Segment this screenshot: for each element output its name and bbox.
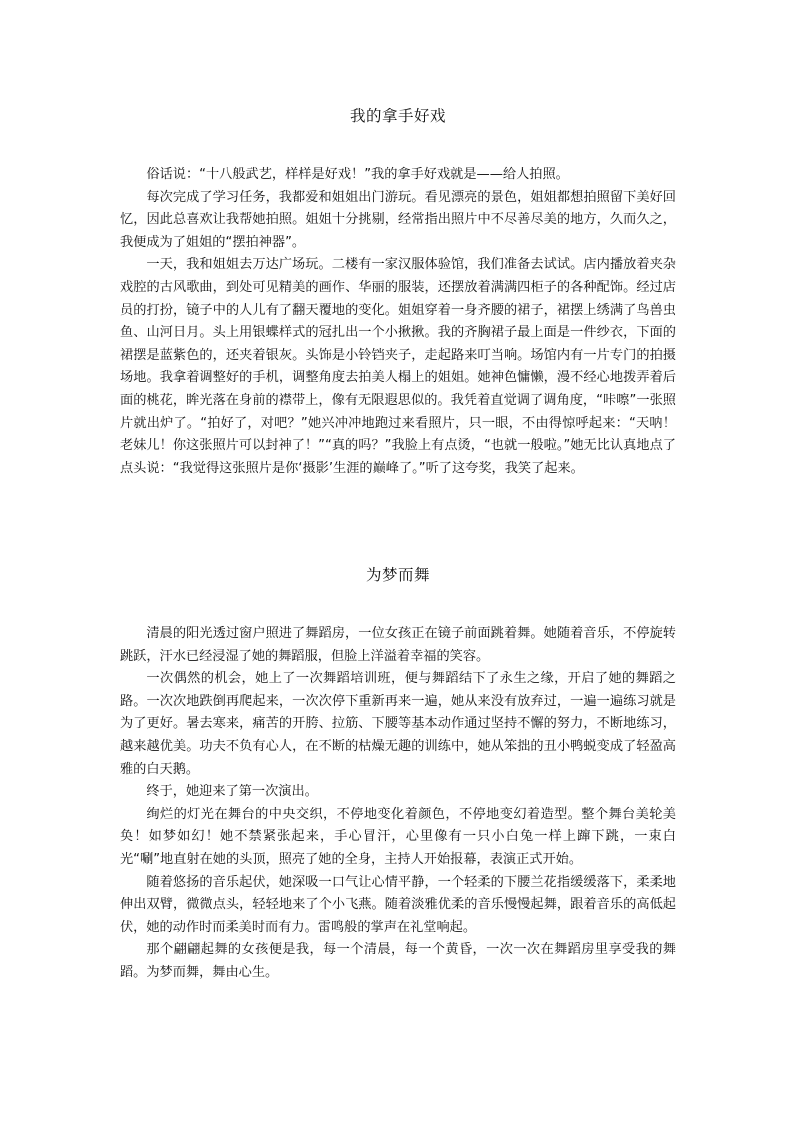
essay-my-specialty (120, 104, 676, 480)
paragraph: 随着悠扬的音乐起伏，她深吸一口气让心情平静，一个轻柔的下腰兰花指缓缓落下，柔柔地伸出双臂，微微点头，轻轻地来了个小飞燕。随着淡雅优柔的音乐慢慢起舞，跟着音乐的高低起伏，她的动作时而柔美时而有力。雷鸣般的掌声在礼堂响起。 (120, 874, 676, 935)
paragraph: 一次偶然的机会，她上了一次舞蹈培训班，便与舞蹈结下了永生之缘，开启了她的舞蹈之路。一次次地跌倒再爬起来，一次次停下重新再来一遍，她从来没有放弃过，一遍一遍练习就是为了更好。暑去寒来，痛苦的开胯、拉筋、下腰等基本动作通过坚持不懈的努力，不断地练习，越来越优美。功夫不负有心人，在不断的枯燥无趣的训练中，她从笨拙的丑小鸭蜕变成了轻盈高雅的白天鹅。 (120, 671, 676, 777)
essay-title: 我的拿手好戏 (349, 107, 446, 125)
essay-dance-for-dream (120, 563, 676, 985)
paragraph: 俗话说：“十八般武艺，样样是好戏！”我的拿手好戏就是——给人拍照。 (146, 167, 569, 182)
paragraph: 绚烂的灯光在舞台的中央交织，不停地变化着颜色，不停地变幻着造型。整个舞台美轮美奂！如梦如幻！她不禁紧张起来，手心冒汗，心里像有一只小白兔一样上蹿下跳，一束白光“唰”地直射在她的头顶，照亮了她的全身，主持人开始报幕，表演正式开始。 (120, 806, 676, 867)
paragraph: 清晨的阳光透过窗户照进了舞蹈房，一位女孩正在镜子前面跳着舞。她随着音乐，不停旋转跳跃，汗水已经浸湿了她的舞蹈服，但脸上洋溢着幸福的笑容。 (120, 626, 676, 664)
paragraph: 每次完成了学习任务，我都爱和姐姐出门游玩。看见漂亮的景色，姐姐都想拍照留下美好回忆，因此总喜欢让我帮她拍照。姐姐十分挑剔，经常指出照片中不尽善尽美的地方，久而久之，我便成为了姐姐的“摆拍神器”。 (120, 189, 676, 250)
paragraph: 那个翩翩起舞的女孩便是我，每一个清晨，每一个黄昏，一次一次在舞蹈房里享受我的舞蹈。为梦而舞，舞由心生。 (120, 942, 676, 980)
essay-title: 为梦而舞 (365, 566, 430, 584)
paragraph: 一天，我和姐姐去万达广场玩。二楼有一家汉服体验馆，我们准备去试试。店内播放着夹杂戏腔的古风歌曲，到处可见精美的画作、华丽的服装，还摆放着满满四柜子的各种配饰。经过店员的打扮，镜子中的人儿有了翻天覆地的变化。姐姐穿着一身齐腰的裙子，裙摆上绣满了鸟兽虫鱼、山河日月。头上用银蝶样式的冠扎出一个小揪揪。我的齐胸裙子最上面是一件纱衣，下面的裙摆是蓝紫色的，还夹着银灰。头饰是小铃铛夹子，走起路来叮当响。场馆内有一片专门的拍摄场地。我拿着调整好的手机，调整角度去拍美人榻上的姐姐。她神色慵懒，漫不经心地拨弄着后面的桃花，眸光落在身前的襟带上，像有无限遐思似的。我凭着直觉调了调角度，“咔嚓”一张照片就出炉了。“拍好了，对吧？”她兴冲冲地跑过来看照片，只一眼，不由得惊呼起来：“天呐！老妹儿！你这张照片可以封神了！”“真的吗？”我脸上有点烫，“也就一般啦。”她无比认真地点了点头说：“我觉得这张照片是你‘摄影’生涯的巅峰了。”听了这夸奖，我笑了起来。 (120, 257, 676, 476)
paragraph: 终于，她迎来了第一次演出。 (146, 784, 318, 800)
